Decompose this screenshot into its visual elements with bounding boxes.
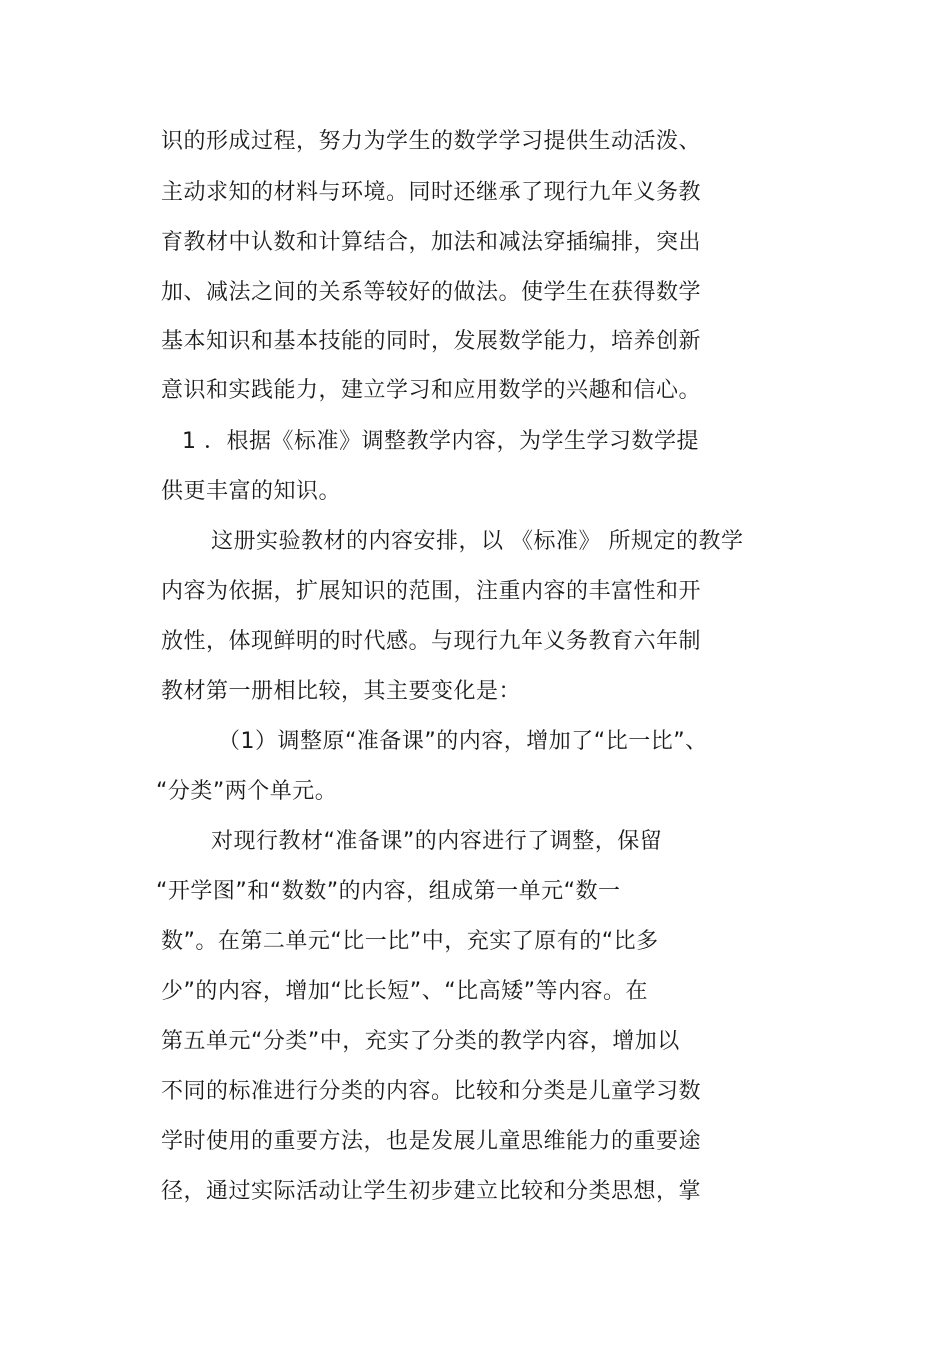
text-line: 基本知识和基本技能的同时，发展数学能力，培养创新 [161,329,702,354]
text-line: 加、减法之间的关系等较好的做法。使学生在获得数学 [161,280,702,305]
text-line: 内容为依据，扩展知识的范围，注重内容的丰富性和开 [161,579,702,604]
text-line: 少”的内容，增加“比长短”、“比高矮”等内容。在 [161,979,648,1004]
text-line: 育教材中认数和计算结合，加法和减法穿插编排，突出 [161,230,702,255]
text-line: 教材第一册相比较，其主要变化是： [161,679,522,704]
text-line: 供更丰富的知识。 [161,479,342,504]
text-line: 主动求知的材料与环境。同时还继承了现行九年义务教 [161,180,702,205]
text-line: “分类”两个单元。 [156,779,338,804]
paragraph-first-line: 这册实验教材的内容安排，以 《标准》 所规定的教学 [211,529,744,554]
subheading-line: （1）调整原“准备课”的内容，增加了“比一比”、 [218,729,708,754]
text-line: 数”。在第二单元“比一比”中，充实了原有的“比多 [161,929,659,954]
text-line: “开学图”和“数数”的内容，组成第一单元“数一 [156,879,621,904]
text-line: 意识和实践能力，建立学习和应用数学的兴趣和信心。 [161,378,702,403]
text-line: 学时使用的重要方法，也是发展儿童思维能力的重要途 [161,1129,702,1154]
numbered-heading-line: 1 ．根据《标准》调整教学内容，为学生学习数学提 [182,429,699,454]
paragraph-first-line: 对现行教材“准备课”的内容进行了调整，保留 [211,829,663,854]
text-line: 第五单元“分类”中，充实了分类的教学内容，增加以 [161,1029,680,1054]
text-line: 径，通过实际活动让学生初步建立比较和分类思想，掌 [161,1179,702,1204]
text-line: 放性，体现鲜明的时代感。与现行九年义务教育六年制 [161,629,702,654]
text-line: 识的形成过程，努力为学生的数学学习提供生动活泼、 [161,129,702,154]
text-line: 不同的标准进行分类的内容。比较和分类是儿童学习数 [161,1079,702,1104]
